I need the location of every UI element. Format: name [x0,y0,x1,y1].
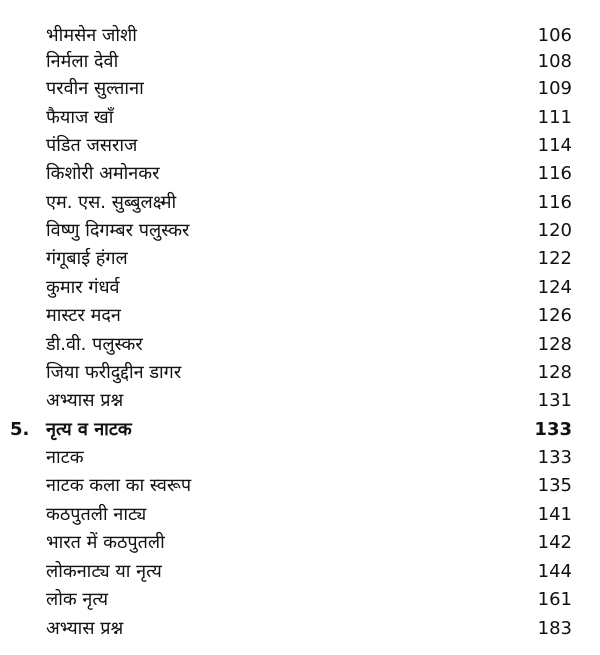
toc-entry-kathputli-natya [0,501,600,528]
entry-title: अभ्यास प्रश्न [46,390,124,411]
entry-page-number: 141 [537,504,572,525]
toc-entry-natak-kala-ka-swaroop [0,472,600,499]
entry-title: निर्मला देवी [46,51,119,72]
entry-page-number: 161 [537,589,572,610]
entry-page-number: 142 [537,532,572,553]
entry-page-number: 135 [537,475,572,496]
toc-entry-master-madan [0,302,600,329]
entry-title: किशोरी अमोनकर [46,163,160,184]
entry-title: भीमसेन जोशी [46,25,137,46]
entry-title: जिया फरीदुद्दीन डागर [46,362,182,383]
entry-page-number: 116 [537,192,572,213]
toc-entry-nirmala-devi [0,48,600,75]
entry-page-number: 116 [537,163,572,184]
entry-page-number: 108 [537,51,572,72]
entry-page-number: 126 [537,305,572,326]
entry-page-number: 124 [537,277,572,298]
entry-page-number: 131 [537,390,572,411]
toc-entry-bhimsen-joshi [0,22,600,49]
chapter-number: 5. [10,419,30,440]
toc-entry-ms-subbulakshmi [0,189,600,216]
entry-page-number: 144 [537,561,572,582]
toc-entry-lok-nritya [0,586,600,613]
toc-entry-faiyaz-khan [0,104,600,131]
toc-entry-natak [0,444,600,471]
entry-title: डी.वी. पलुस्कर [46,334,143,355]
entry-title: एम. एस. सुब्बुलक्ष्मी [46,192,177,213]
toc-chapter-5 [0,416,600,443]
entry-page-number: 122 [537,248,572,269]
chapter-page-number: 133 [534,419,572,440]
entry-title: भारत में कठपुतली [46,532,165,553]
toc-entry-bharat-mein-kathputli [0,529,600,556]
entry-page-number: 183 [537,618,572,639]
chapter-title: नृत्य व नाटक [46,419,132,440]
entry-page-number: 109 [537,78,572,99]
toc-entry-gangubai-hangal [0,245,600,272]
toc-entry-vishnu-digambar-paluskar [0,217,600,244]
entry-page-number: 114 [537,135,572,156]
entry-page-number: 106 [537,25,572,46]
entry-title: परवीन सुल्ताना [46,78,144,99]
toc-entry-kishori-amonkar [0,160,600,187]
toc-entry-kumar-gandharva [0,274,600,301]
toc-entry-parveen-sultana [0,75,600,102]
toc-entry-abhyas-prashn-1 [0,387,600,414]
entry-title: गंगूबाई हंगल [46,248,128,269]
entry-title: फैयाज खाँ [46,107,114,128]
entry-title: अभ्यास प्रश्न [46,618,124,639]
entry-page-number: 120 [537,220,572,241]
entry-title: पंडित जसराज [46,135,138,156]
toc-entry-dv-paluskar [0,331,600,358]
entry-page-number: 128 [537,362,572,383]
entry-title: लोकनाट्य या नृत्य [46,561,162,582]
toc-entry-loknatya-ya-nritya [0,558,600,585]
entry-page-number: 128 [537,334,572,355]
entry-title: कठपुतली नाट्य [46,504,147,525]
entry-title: मास्टर मदन [46,305,121,326]
entry-title: नाटक कला का स्वरूप [46,475,192,496]
entry-title: नाटक [46,447,84,468]
toc-entry-pandit-jasraj [0,132,600,159]
entry-title: लोक नृत्य [46,589,109,610]
entry-page-number: 133 [537,447,572,468]
toc-entry-zia-fariduddin-dagar [0,359,600,386]
entry-page-number: 111 [537,107,572,128]
entry-title: विष्णु दिगम्बर पलुस्कर [46,220,190,241]
entry-title: कुमार गंधर्व [46,277,120,298]
toc-entry-abhyas-prashn-2 [0,615,600,642]
